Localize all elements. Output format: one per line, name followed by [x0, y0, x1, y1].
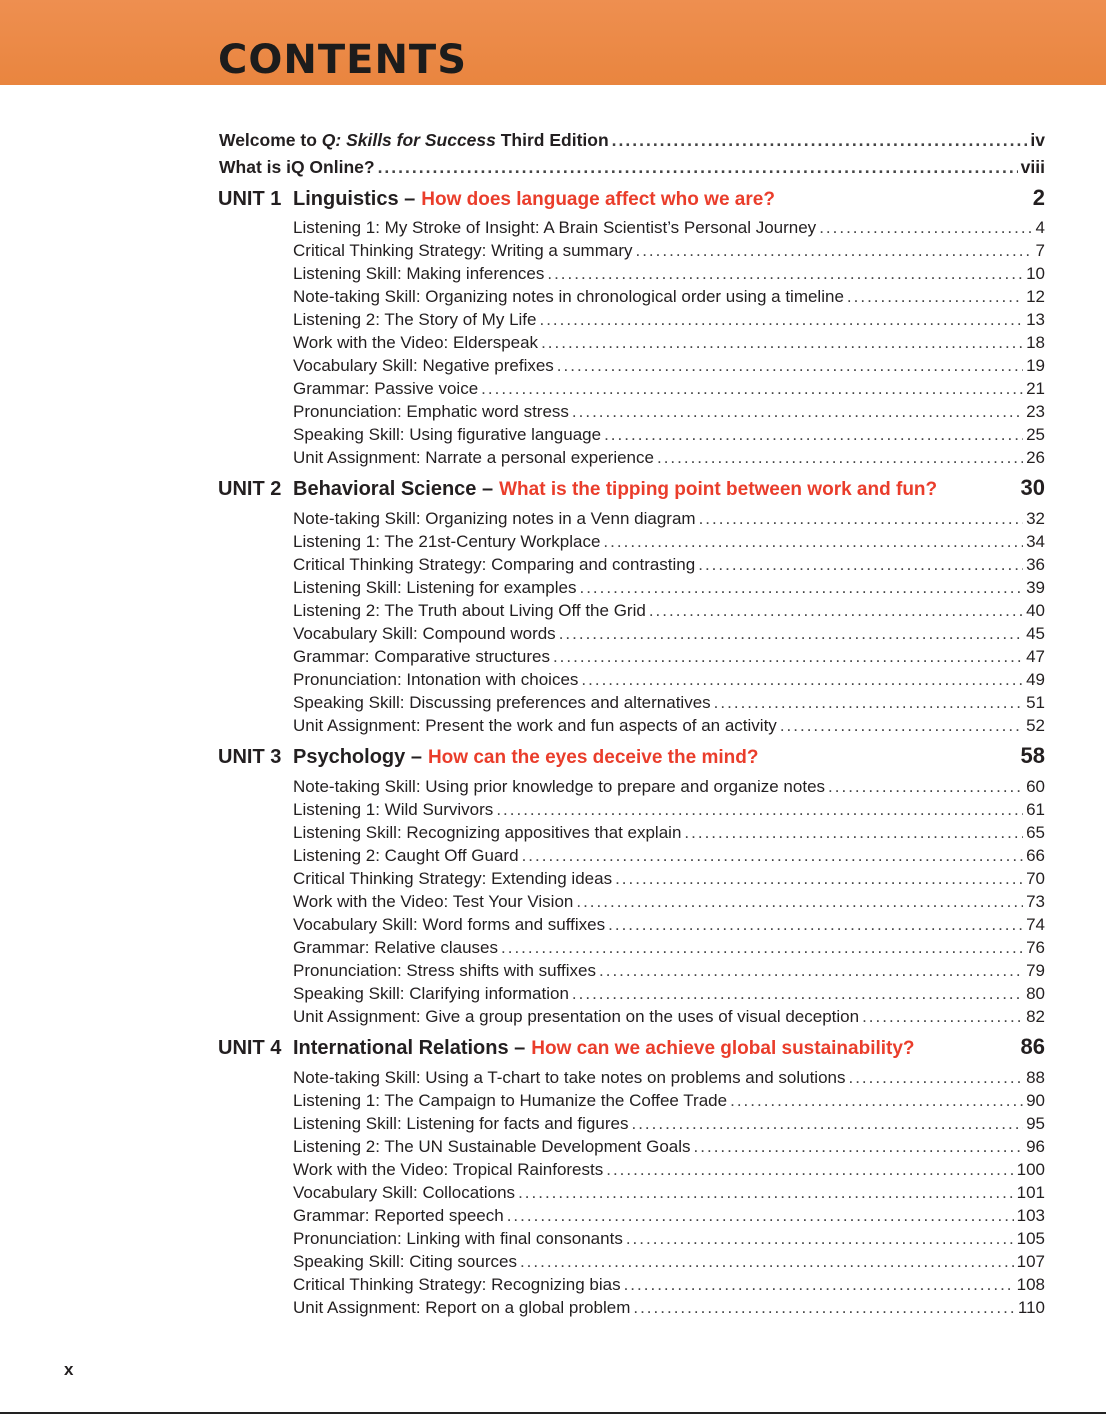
dot-leader: [541, 332, 1023, 354]
dot-leader: [624, 1274, 1014, 1296]
dot-leader: [547, 263, 1023, 285]
toc-entry[interactable]: [293, 1205, 1045, 1227]
toc-entry-page: 95: [1026, 1114, 1045, 1133]
toc-entry-title: Vocabulary Skill: Collocations: [293, 1183, 516, 1202]
toc-entry-title: Speaking Skill: Citing sources: [293, 1252, 517, 1271]
unit-label: UNIT 1: [218, 188, 282, 210]
toc-entry[interactable]: [293, 715, 1045, 737]
toc-entry-title: Listening 1: Wild Survivors: [293, 800, 494, 819]
unit-page: 30: [1020, 475, 1045, 500]
dot-leader: [581, 669, 1023, 691]
toc-entry-page: 101: [1016, 1183, 1045, 1202]
unit-question: How can the eyes deceive the mind?: [427, 747, 759, 768]
unit-heading-4[interactable]: [218, 1033, 1045, 1063]
toc-entry-page: 90: [1026, 1091, 1045, 1110]
toc-entry[interactable]: [293, 776, 1045, 798]
toc-entry-page: 65: [1026, 823, 1045, 842]
toc-entry-page: iv: [1030, 130, 1045, 150]
toc-entry-page: 4: [1035, 218, 1045, 237]
toc-entry-page: 7: [1035, 241, 1045, 260]
toc-entry-page: 18: [1026, 333, 1045, 352]
toc-entry-title: What is iQ Online?: [219, 157, 375, 177]
unit-heading-3[interactable]: [218, 742, 1045, 772]
toc-entry-title: Speaking Skill: Discussing preferences and alternatives: [293, 693, 711, 712]
dot-leader: [604, 424, 1023, 446]
dot-leader: [649, 600, 1023, 622]
toc-entry[interactable]: [293, 332, 1045, 354]
toc-entry[interactable]: [293, 447, 1045, 469]
toc-entry[interactable]: [293, 1297, 1045, 1319]
dot-leader: [501, 937, 1023, 959]
toc-entry-title: Vocabulary Skill: Negative prefixes: [293, 356, 554, 375]
dot-leader: [828, 776, 1023, 798]
toc-entry-page: 45: [1026, 624, 1045, 643]
toc-entry-title: Work with the Video: Test Your Vision: [293, 892, 574, 911]
dot-leader: [684, 822, 1023, 844]
dot-leader: [608, 914, 1023, 936]
toc-entry-title: Listening 1: The Campaign to Humanize the Coffee Trade: [293, 1091, 728, 1110]
toc-entry[interactable]: [293, 1228, 1045, 1250]
dot-leader: [862, 1006, 1023, 1028]
toc-entry[interactable]: [293, 424, 1045, 446]
toc-entry-page: 51: [1026, 693, 1045, 712]
toc-entry-title: Grammar: Relative clauses: [293, 938, 499, 957]
toc-entry-title: Critical Thinking Strategy: Recognizing bias: [293, 1275, 621, 1294]
dot-leader: [848, 1067, 1023, 1089]
toc-entry-title: Pronunciation: Emphatic word stress: [293, 402, 569, 421]
toc-entry[interactable]: [293, 960, 1045, 982]
toc-entry[interactable]: [293, 1136, 1045, 1158]
toc-entry-page: 32: [1026, 509, 1045, 528]
toc-entry-title: Listening Skill: Listening for facts and figures: [293, 1114, 629, 1133]
toc-entry-page: 73: [1026, 892, 1045, 911]
dot-leader: [522, 845, 1024, 867]
toc-entry-title: Grammar: Passive voice: [293, 379, 479, 398]
toc-entry-page: 10: [1026, 264, 1045, 283]
dot-leader: [657, 447, 1023, 469]
toc-entry-title: Work with the Video: Elderspeak: [293, 333, 539, 352]
dot-leader: [699, 508, 1024, 530]
unit-question: What is the tipping point between work and fun?: [499, 479, 938, 500]
dot-leader: [576, 891, 1023, 913]
toc-entry-title: Grammar: Comparative structures: [293, 647, 550, 666]
dot-leader: [481, 378, 1023, 400]
dot-leader: [378, 156, 1018, 178]
dot-leader: [559, 623, 1023, 645]
toc-entry-page: 76: [1026, 938, 1045, 957]
dot-leader: [553, 646, 1023, 668]
toc-entry[interactable]: [293, 217, 1045, 239]
toc-entry-page: 103: [1016, 1206, 1045, 1225]
toc-entry-page: 66: [1026, 846, 1045, 865]
toc-entry[interactable]: [293, 355, 1045, 377]
toc-entry-title: Vocabulary Skill: Compound words: [293, 624, 556, 643]
toc-entry-title: Speaking Skill: Using figurative language: [293, 425, 602, 444]
dot-leader: [631, 1113, 1023, 1135]
toc-entry[interactable]: [293, 868, 1045, 890]
unit-subject: Psychology –: [293, 746, 422, 768]
toc-entry-title: Unit Assignment: Narrate a personal experience: [293, 448, 654, 467]
toc-entry-page: 96: [1026, 1137, 1045, 1156]
dot-leader: [572, 983, 1023, 1005]
page-title: CONTENTS: [218, 37, 468, 83]
toc-entry[interactable]: [293, 378, 1045, 400]
toc-entry-title: Listening Skill: Listening for examples: [293, 578, 577, 597]
toc-entry[interactable]: [293, 577, 1045, 599]
toc-entry-welcome[interactable]: [219, 129, 1045, 151]
toc-entry-iq-online[interactable]: [219, 156, 1045, 178]
toc-entry[interactable]: [293, 845, 1045, 867]
toc-entry[interactable]: [293, 1274, 1045, 1296]
dot-leader: [557, 355, 1023, 377]
unit-subject: International Relations –: [293, 1037, 526, 1059]
toc-entry-title: Listening 1: The 21st-Century Workplace: [293, 532, 601, 551]
dot-leader: [518, 1182, 1014, 1204]
toc-entry-title: Listening Skill: Making inferences: [293, 264, 545, 283]
toc-entry-page: 52: [1026, 716, 1045, 735]
dot-leader: [730, 1090, 1023, 1112]
toc-entry-title: Work with the Video: Tropical Rainforests: [293, 1160, 604, 1179]
toc-entry-title: Critical Thinking Strategy: Writing a summary: [293, 241, 633, 260]
toc-entry-title: Listening 2: Caught Off Guard: [293, 846, 519, 865]
toc-entry[interactable]: [293, 937, 1045, 959]
toc-entry-page: 110: [1017, 1298, 1045, 1317]
toc-entry-page: 105: [1016, 1229, 1045, 1248]
toc-entry-page: 70: [1026, 869, 1045, 888]
dot-leader: [603, 531, 1023, 553]
unit-label: UNIT 2: [218, 478, 282, 500]
toc-entry-title: Pronunciation: Stress shifts with suffixes: [293, 961, 596, 980]
dot-leader: [507, 1205, 1014, 1227]
toc-entry-page: 19: [1026, 356, 1045, 375]
toc-entry[interactable]: [293, 240, 1045, 262]
dot-leader: [612, 129, 1028, 151]
toc-entry[interactable]: [293, 401, 1045, 423]
toc-entry[interactable]: [293, 1090, 1045, 1112]
unit-heading-2[interactable]: [218, 474, 1045, 504]
dot-leader: [780, 715, 1023, 737]
toc-entry[interactable]: [293, 669, 1045, 691]
toc-entry-page: 107: [1016, 1252, 1045, 1271]
toc-entry-page: 61: [1026, 800, 1045, 819]
toc-entry[interactable]: [293, 1113, 1045, 1135]
dot-leader: [819, 217, 1032, 239]
toc-entry-page: 47: [1026, 647, 1045, 666]
toc-entry[interactable]: [293, 531, 1045, 553]
toc-entry[interactable]: [293, 891, 1045, 913]
toc-entry[interactable]: [293, 983, 1045, 1005]
toc-entry-title: Note-taking Skill: Organizing notes in a Venn diagram: [293, 509, 696, 528]
toc-entry-page: 49: [1026, 670, 1045, 689]
toc-entry-title: Speaking Skill: Clarifying information: [293, 984, 569, 1003]
toc-entry-page: 82: [1026, 1007, 1045, 1026]
dot-leader: [539, 309, 1023, 331]
toc-entry-title: Grammar: Reported speech: [293, 1206, 504, 1225]
toc-entry-title: Listening 2: The Truth about Living Off the Grid: [293, 601, 646, 620]
toc-entry-page: 79: [1026, 961, 1045, 980]
toc-entry-page: 12: [1026, 287, 1045, 306]
unit-label: UNIT 4: [218, 1037, 282, 1059]
toc-entry[interactable]: [293, 799, 1045, 821]
toc-entry-page: 26: [1026, 448, 1045, 467]
toc-entry-title: Pronunciation: Linking with final consonants: [293, 1229, 623, 1248]
toc-entry-page: 40: [1026, 601, 1045, 620]
dot-leader: [847, 286, 1023, 308]
toc-entry-title: Listening 2: The UN Sustainable Development Goals: [293, 1137, 691, 1156]
toc-entry-page: 13: [1026, 310, 1045, 329]
toc-entry-page: 80: [1026, 984, 1045, 1003]
toc-entry[interactable]: [293, 508, 1045, 530]
toc-entry-page: 25: [1026, 425, 1045, 444]
toc-entry-title: Note-taking Skill: Using a T-chart to take notes on problems and solutions: [293, 1068, 846, 1087]
toc-entry-title: Listening 2: The Story of My Life: [293, 310, 537, 329]
page-number: x: [64, 1360, 74, 1379]
toc-entry[interactable]: [293, 623, 1045, 645]
toc-entry-page: 100: [1016, 1160, 1045, 1179]
page-bottom-rule: [0, 1412, 1106, 1414]
unit-page: 58: [1020, 743, 1045, 768]
dot-leader: [698, 554, 1023, 576]
toc-entry-title: Unit Assignment: Present the work and fun aspects of an activity: [293, 716, 777, 735]
toc-entry-title: Unit Assignment: Give a group presentation on the uses of visual deception: [293, 1007, 860, 1026]
toc-entry-title: Welcome to Q: Skills for Success Third Edition: [219, 130, 609, 150]
toc-entry[interactable]: [293, 309, 1045, 331]
toc-entry[interactable]: [293, 1251, 1045, 1273]
dot-leader: [615, 868, 1023, 890]
dot-leader: [496, 799, 1023, 821]
unit-subject: Linguistics –: [293, 188, 416, 210]
toc-entry[interactable]: [293, 914, 1045, 936]
toc-entry[interactable]: [293, 286, 1045, 308]
toc-entry[interactable]: [293, 554, 1045, 576]
toc-entry-title: Listening Skill: Recognizing appositives that explain: [293, 823, 682, 842]
toc-entry-page: 108: [1016, 1275, 1045, 1294]
toc-entry[interactable]: [293, 1006, 1045, 1028]
unit-page: 2: [1032, 185, 1045, 210]
toc-entry-page: 34: [1026, 532, 1045, 551]
toc-entry-page: 23: [1026, 402, 1045, 421]
header-banner: [0, 0, 1106, 85]
toc-entry[interactable]: [293, 263, 1045, 285]
toc-entry-page: 39: [1026, 578, 1045, 597]
toc-entry-title: Note-taking Skill: Using prior knowledge to prepare and organize notes: [293, 777, 826, 796]
unit-page: 86: [1020, 1034, 1045, 1059]
toc-entry-title: Critical Thinking Strategy: Comparing and contrasting: [293, 555, 696, 574]
toc-entry[interactable]: [293, 1067, 1045, 1089]
unit-question: How does language affect who we are?: [421, 189, 775, 210]
toc-entry-page: 74: [1026, 915, 1045, 934]
toc-entry-title: Listening 1: My Stroke of Insight: A Brain Scientist’s Personal Journey: [293, 218, 817, 237]
dot-leader: [572, 401, 1023, 423]
toc-entry-title: Critical Thinking Strategy: Extending ideas: [293, 869, 613, 888]
toc-entry-page: 88: [1026, 1068, 1045, 1087]
toc-entry-title: Note-taking Skill: Organizing notes in chronological order using a timeline: [293, 287, 844, 306]
dot-leader: [579, 577, 1023, 599]
toc-entry-page: 60: [1026, 777, 1045, 796]
unit-subject: Behavioral Science –: [293, 478, 494, 500]
toc-entry-title: Pronunciation: Intonation with choices: [293, 670, 579, 689]
dot-leader: [599, 960, 1023, 982]
dot-leader: [633, 1297, 1015, 1319]
toc-entry[interactable]: [293, 600, 1045, 622]
toc-entry-title: Vocabulary Skill: Word forms and suffixes: [293, 915, 606, 934]
dot-leader: [626, 1228, 1014, 1250]
toc-entry[interactable]: [293, 692, 1045, 714]
toc-entry[interactable]: [293, 646, 1045, 668]
unit-label: UNIT 3: [218, 746, 282, 768]
dot-leader: [714, 692, 1023, 714]
dot-leader: [606, 1159, 1013, 1181]
toc-entry-page: viii: [1020, 157, 1045, 177]
toc-entry-page: 36: [1026, 555, 1045, 574]
dot-leader: [520, 1251, 1014, 1273]
dot-leader: [635, 240, 1032, 262]
toc-entry[interactable]: [293, 1159, 1045, 1181]
toc-entry-page: 21: [1026, 379, 1045, 398]
unit-heading-1[interactable]: [218, 184, 1045, 214]
unit-question: How can we achieve global sustainability?: [531, 1038, 915, 1059]
toc-entry-title: Unit Assignment: Report on a global problem: [293, 1298, 631, 1317]
toc-entry[interactable]: [293, 822, 1045, 844]
toc-entry[interactable]: [293, 1182, 1045, 1204]
dot-leader: [694, 1136, 1024, 1158]
